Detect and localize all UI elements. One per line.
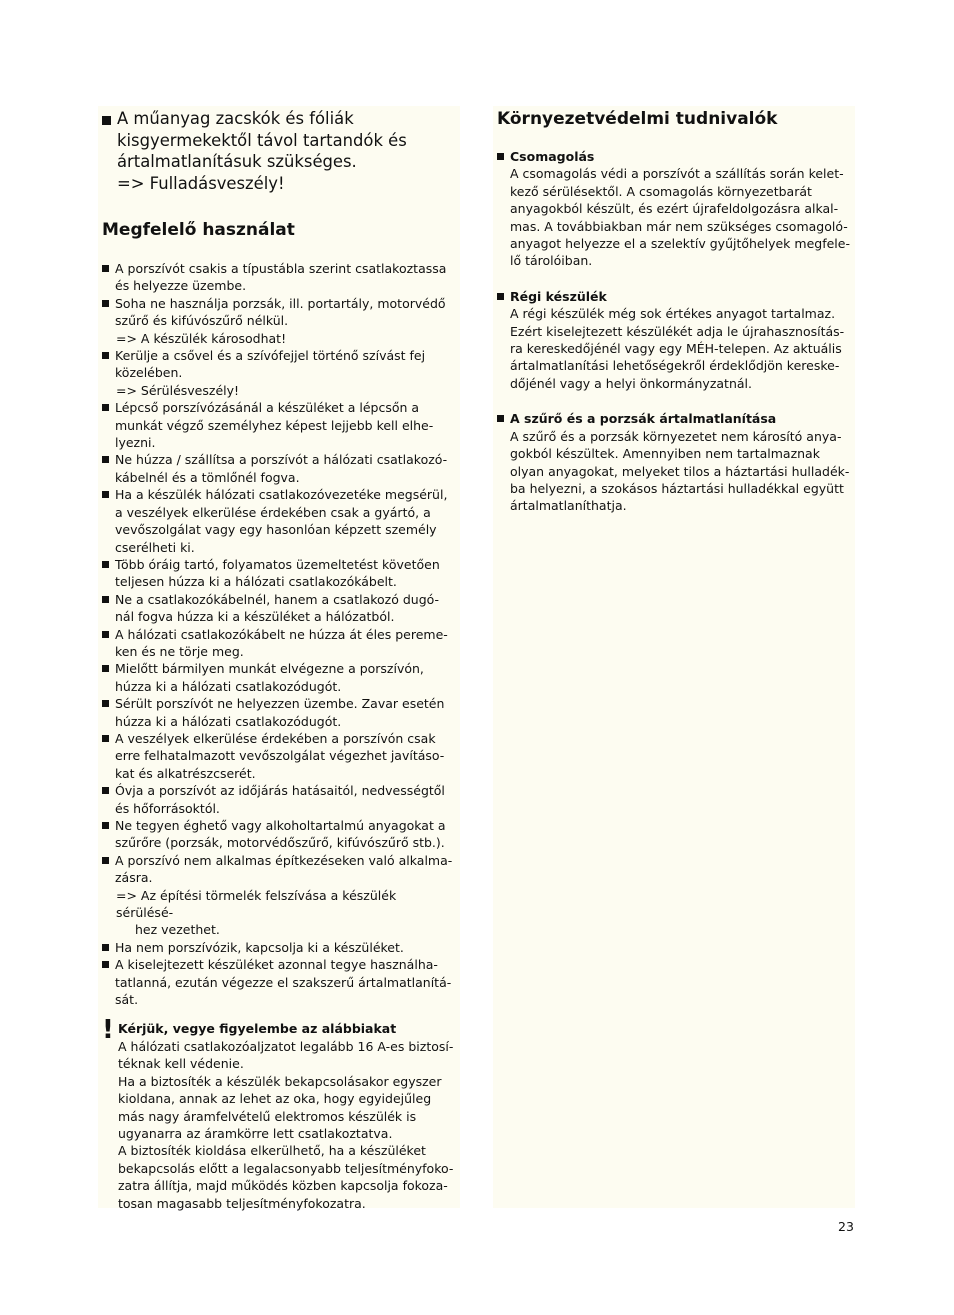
list-item-text: Több óráig tartó, folyamatos üzemeltetést követően teljesen húzza ki a hálózati csatlakozókábelt.: [115, 556, 440, 590]
page-number: 23: [838, 1219, 854, 1234]
list-item-text: Ne a csatlakozókábelnél, hanem a csatlakozó dugó- nál fogva húzza ki a készüléket a hálózatból.: [115, 591, 440, 625]
environment-block-header: [497, 410, 851, 427]
list-item: [102, 730, 456, 782]
environment-block-body: A szűrő és a porzsák környezetet nem károsító anya- gokból készültek. Amennyiben nem tartalmaznak olyan anyagokat, melyeket tilos a háztartási hulladék- ba helyezni, a szokásos háztartási hulladékkal együtt ártalmatlaníthatja.: [510, 428, 850, 514]
environment-block-title: Csomagolás: [510, 149, 595, 164]
list-item-text: Soha ne használja porzsák, ill. portartály, motorvédő szűrő és kifúvószűrő nélkül.: [115, 295, 446, 329]
list-item-text: Mielőtt bármilyen munkát elvégezne a porszívón, húzza ki a hálózati csatlakozódugót.: [115, 661, 424, 694]
list-item: [102, 295, 456, 330]
environment-block-body: A csomagolás védi a porszívót a szállítás során kelet- kező sérülésektől. A csomagolás környezetbarát anyagokból készült, és ezért újrafeldolgozásra alkal- mas. A továbbiakban már nem szükséges csomagoló- anyagot helyezze el a szelektív gyűjtőhelyek megfele- lő tárolóiban.: [510, 166, 850, 269]
square-bullet-icon: [102, 265, 109, 272]
list-item: [102, 556, 456, 591]
list-item-text: Lépcső porszívózásánál a készüléket a lépcsőn a munkát végző személyhez képest lejjebb kell elhe- lyezni.: [115, 400, 434, 451]
square-bullet-icon: [497, 415, 504, 422]
square-bullet-icon: [102, 787, 109, 794]
right-column: [493, 106, 855, 1208]
environment-block-header: [497, 148, 851, 165]
list-item-text: A porszívót csakis a típustábla szerint csatlakoztassa és helyezze üzembe.: [115, 261, 447, 294]
square-bullet-icon: [102, 665, 109, 672]
environment-block-title: A szűrő és a porzsák ártalmatlanítása: [510, 411, 777, 427]
list-item-text: Óvja a porszívót az időjárás hatásaitól, nedvességtől és hőforrásoktól.: [115, 783, 445, 816]
section-heading-usage: Megfelelő használat: [102, 220, 295, 240]
list-item-text: A kiselejtezett készüléket azonnal tegye használha- tatlanná, ezután végezze el szakszerű ártalmatlanítá- sát.: [115, 957, 452, 1008]
list-item-note-rest: hez vezethet.: [135, 922, 220, 938]
environment-block: [497, 148, 851, 270]
list-item-note-first: => Az építési törmelék felszívása a készülék sérülésé-: [116, 887, 397, 921]
list-item: [102, 660, 456, 695]
list-item: [102, 486, 456, 556]
square-bullet-icon: [102, 116, 111, 125]
square-bullet-icon: [102, 822, 109, 829]
list-item-text: Ha nem porszívózik, kapcsolja ki a készüléket.: [115, 939, 404, 955]
list-item: [102, 260, 456, 295]
list-item: [102, 782, 456, 817]
list-item: [102, 695, 456, 730]
list-item: [102, 626, 456, 661]
warning-content: [118, 1020, 453, 1211]
warning-notice: [102, 1015, 456, 1211]
list-item-text: Sérült porszívót ne helyezzen üzembe. Zavar esetén húzza ki a hálózati csatlakozódugót.: [115, 696, 445, 729]
exclamation-icon: !: [102, 1015, 114, 1046]
environment-block: [497, 288, 851, 392]
square-bullet-icon: [102, 735, 109, 742]
left-column: [98, 106, 460, 1211]
square-bullet-icon: [497, 153, 504, 160]
environment-block: [497, 410, 851, 514]
list-item-text: A porszívó nem alkalmas építkezéseken való alkalma- zásra.: [115, 852, 453, 886]
list-item-note: => Sérülésveszély!: [116, 382, 240, 398]
usage-list: [102, 260, 456, 1008]
intro-warning: [102, 108, 456, 194]
square-bullet-icon: [497, 293, 504, 300]
warning-title: Kérjük, vegye figyelembe az alábbiakat: [118, 1021, 397, 1037]
square-bullet-icon: [102, 561, 109, 568]
square-bullet-icon: [102, 352, 109, 359]
square-bullet-icon: [102, 961, 109, 968]
list-item: [102, 591, 456, 626]
square-bullet-icon: [102, 700, 109, 707]
list-item-text: Ne húzza / szállítsa a porszívót a hálózati csatlakozó- kábelnél és a tömlőnél fogva.: [115, 452, 448, 485]
list-item: [102, 817, 456, 852]
list-item-text: Ha a készülék hálózati csatlakozóvezetéke megsérül, a veszélyek elkerülése érdekében csak a gyártó, a vevőszolgálat vagy egy hasonlóan képzett személy cserélheti ki.: [115, 487, 448, 555]
list-item: [102, 852, 456, 887]
environment-list: [497, 148, 851, 515]
square-bullet-icon: [102, 857, 109, 864]
list-item-text: A hálózati csatlakozókábelt ne húzza át éles pereme- ken és ne törje meg.: [115, 626, 448, 659]
list-item-text: Ne tegyen éghető vagy alkoholtartalmú anyagokat a szűrőre (porzsák, motorvédőszűrő, kifúvószűrő stb.).: [115, 818, 446, 851]
environment-block-title: Régi készülék: [510, 288, 607, 304]
square-bullet-icon: [102, 944, 109, 951]
list-item-note: => A készülék károsodhat!: [116, 330, 287, 346]
section-heading-environment: Környezetvédelmi tudnivalók: [497, 109, 778, 129]
list-item: [102, 399, 456, 451]
warning-body: A hálózati csatlakozóaljzatot legalább 16 A-es biztosí- téknak kell védenie. Ha a biztosíték a készülék bekapcsolásakor egyszer kioldana, annak az lehet az oka, hogy egyidejűleg más nagy áramfelvételű elektromos készülék is ugyanarra az áramkörre lett csatlakoztatva. A biztosíték kioldása elkerülhető, ha a készüléket bekapcsolás előtt a legalacsonyabb teljesítményfoko- zatra állítja, majd működés közben kapcsolja fokoza- tosan magasabb teljesítményfokozatra.: [118, 1038, 454, 1211]
square-bullet-icon: [102, 631, 109, 638]
intro-text: A műanyag zacskók és fóliák kisgyermekektől távol tartandók és ártalmatlanításuk szükséges. => Fulladásveszély!: [117, 109, 407, 193]
square-bullet-icon: [102, 456, 109, 463]
square-bullet-icon: [102, 300, 109, 307]
list-item-note: [102, 887, 456, 939]
list-item-text: Kerülje a csővel és a szívófejjel történő szívást fej közelében.: [115, 348, 426, 381]
list-item: [102, 451, 456, 486]
square-bullet-icon: [102, 491, 109, 498]
square-bullet-icon: [102, 404, 109, 411]
environment-block-body: A régi készülék még sok értékes anyagot tartalmaz. Ezért kiselejtezett készülékét adja le újrahasznosítás- ra kereskedőjénél vagy egy MÉH-telepen. Az aktuális ártalmatlanítási lehetőségekről érdeklődjön kereske- dőjénél vagy a helyi önkormányzatnál.: [510, 306, 845, 391]
square-bullet-icon: [102, 596, 109, 603]
list-item-text: A veszélyek elkerülése érdekében a porszívón csak erre felhatalmazott vevőszolgálat végezhet javításo- kat és alkatrészcserét.: [115, 730, 445, 781]
list-item: [102, 347, 456, 382]
list-item: [102, 939, 456, 956]
environment-block-header: [497, 288, 851, 305]
list-item: [102, 956, 456, 1008]
